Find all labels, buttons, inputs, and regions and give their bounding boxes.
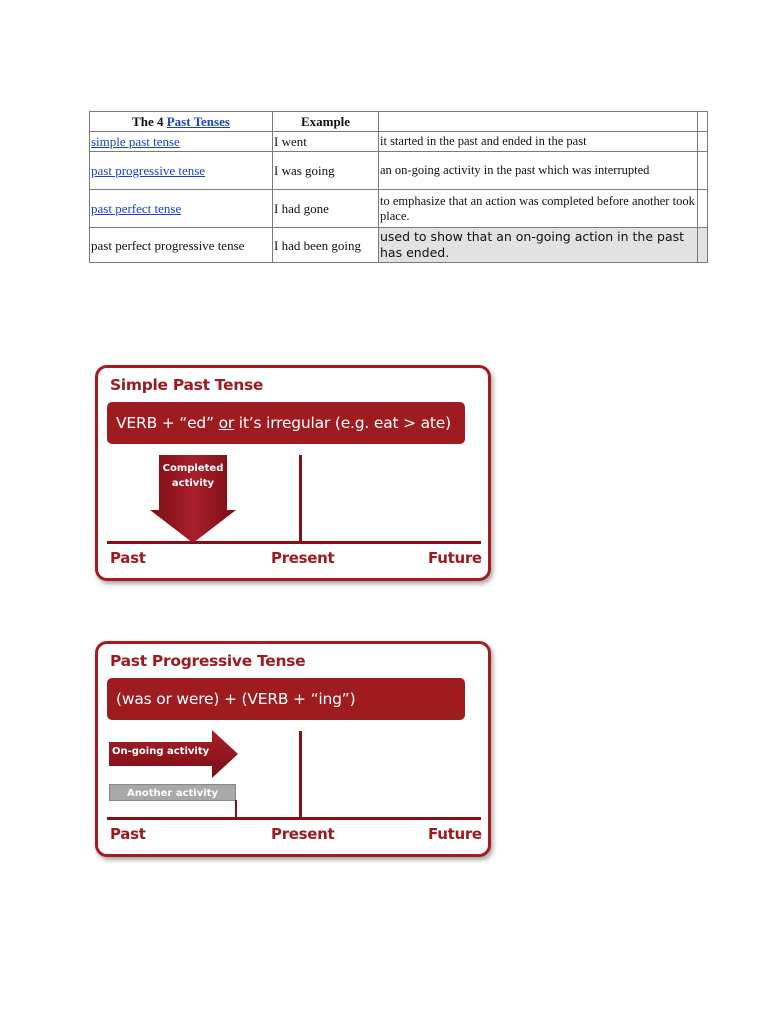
axis-label-present: Present xyxy=(271,825,335,843)
extra-cell xyxy=(698,132,708,152)
past-perfect-tense-link[interactable]: past perfect tense xyxy=(91,201,182,216)
diagram-title: Simple Past Tense xyxy=(110,376,264,394)
formula-box: (was or were) + (VERB + “ing”) xyxy=(107,678,465,720)
tense-cell xyxy=(90,132,273,152)
time-axis xyxy=(107,817,481,820)
present-marker-line xyxy=(299,455,302,541)
axis-label-past: Past xyxy=(110,549,146,567)
header-example: Example xyxy=(273,112,379,132)
another-activity-box: Another activity xyxy=(109,784,236,801)
present-marker-line xyxy=(299,731,302,817)
table-row xyxy=(90,152,708,190)
table-header-row xyxy=(90,112,708,132)
header-tenses: The 4 Past Tenses xyxy=(90,112,273,132)
formula-box: VERB + “ed” or it’s irregular (e.g. eat > ate) xyxy=(107,402,465,444)
axis-label-future: Future xyxy=(428,825,482,843)
formula-or: or xyxy=(218,414,235,432)
time-axis xyxy=(107,541,481,544)
axis-label-past: Past xyxy=(110,825,146,843)
simple-past-tense-link[interactable]: simple past tense xyxy=(91,134,180,149)
tense-cell xyxy=(90,190,273,228)
extra-cell xyxy=(698,228,708,263)
header-extra-cell xyxy=(698,112,708,132)
example-cell: I went xyxy=(273,132,379,152)
completed-activity-label: Completed activity xyxy=(162,463,224,489)
header-description xyxy=(379,112,698,132)
tense-cell: past perfect progressive tense xyxy=(90,228,273,263)
tense-cell xyxy=(90,152,273,190)
past-progressive-diagram xyxy=(95,641,491,857)
description-cell: used to show that an on-going action in the past has ended. xyxy=(379,228,698,263)
simple-past-diagram xyxy=(95,365,491,581)
table-row xyxy=(90,228,708,263)
past-tenses-link[interactable]: Past Tenses xyxy=(166,114,230,129)
extra-cell xyxy=(698,152,708,190)
description-cell: to emphasize that an action was completed before another took place. xyxy=(379,190,698,228)
example-cell: I had gone xyxy=(273,190,379,228)
axis-label-present: Present xyxy=(271,549,335,567)
ongoing-activity-label: On-going activity xyxy=(112,746,210,757)
description-cell: an on-going activity in the past which was interrupted xyxy=(379,152,698,190)
example-cell: I was going xyxy=(273,152,379,190)
example-cell: I had been going xyxy=(273,228,379,263)
table-row xyxy=(90,132,708,152)
another-activity-marker-line xyxy=(235,800,237,818)
past-progressive-tense-link[interactable]: past progressive tense xyxy=(91,163,206,178)
table-row xyxy=(90,190,708,228)
extra-cell xyxy=(698,190,708,228)
axis-label-future: Future xyxy=(428,549,482,567)
diagram-title: Past Progressive Tense xyxy=(110,652,306,670)
past-tenses-table xyxy=(89,111,708,263)
description-cell: it started in the past and ended in the past xyxy=(379,132,698,152)
